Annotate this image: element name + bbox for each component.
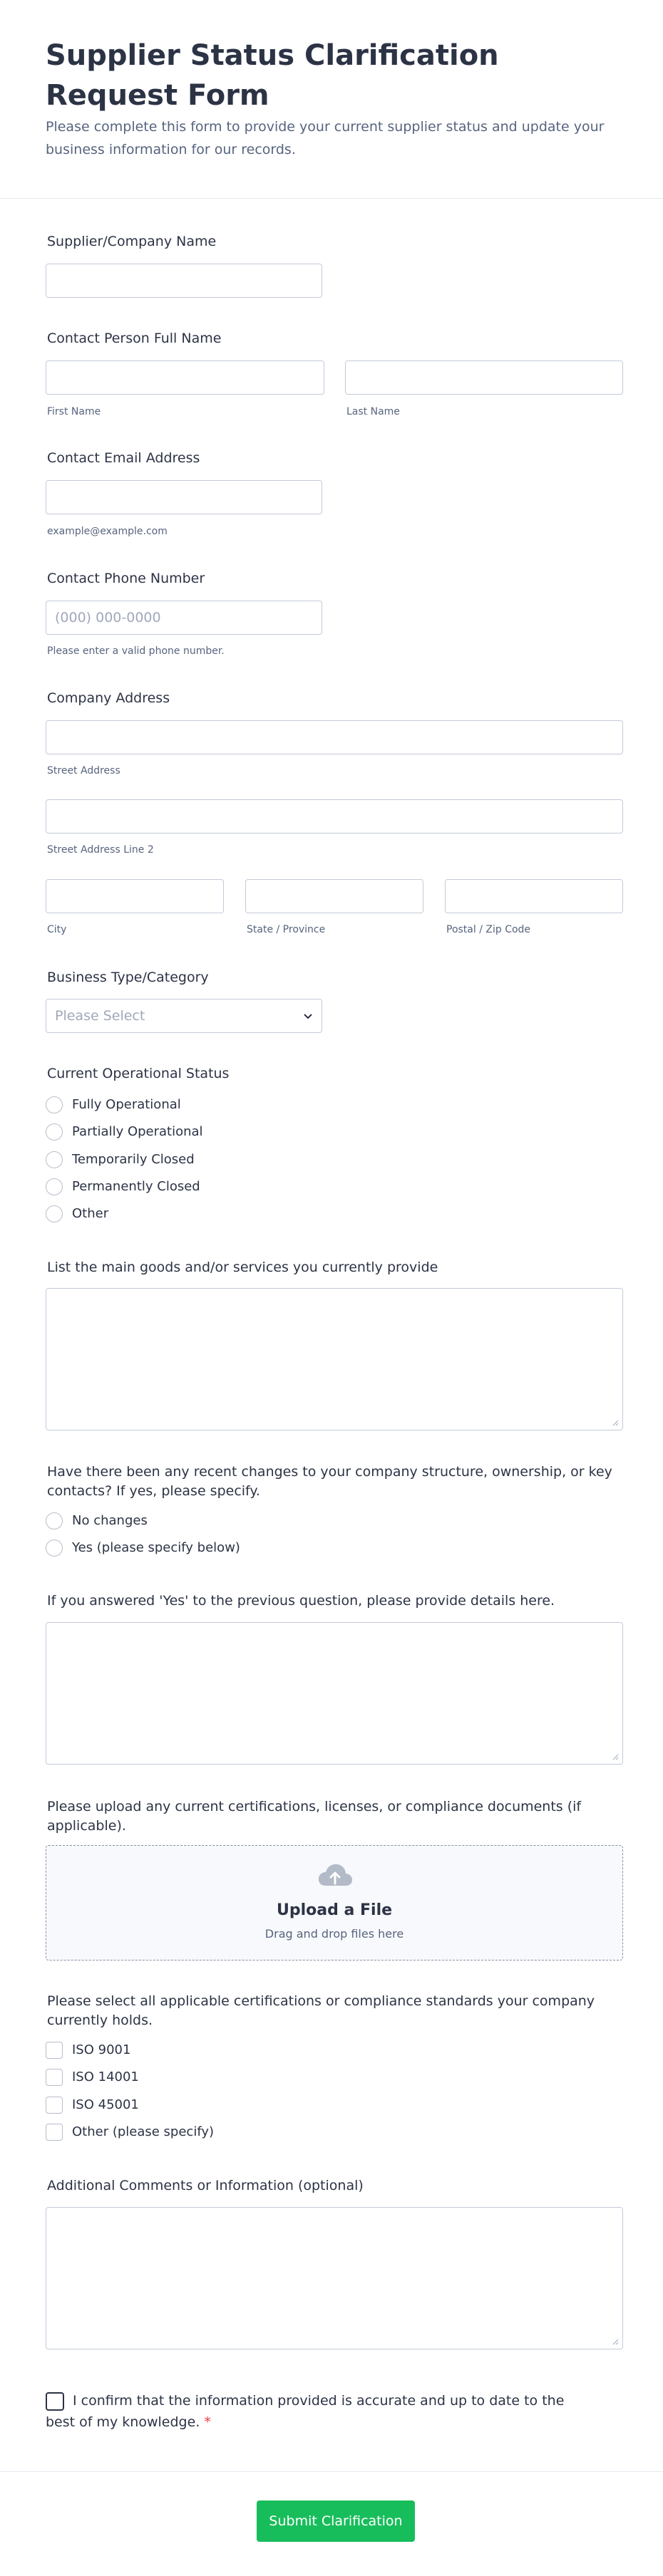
state-sublabel: State / Province — [247, 924, 326, 935]
radio-button[interactable] — [46, 1539, 63, 1557]
chevron-down-icon — [303, 1011, 313, 1021]
phone-sublabel: Please enter a valid phone number. — [47, 645, 225, 657]
radio-label: Fully Operational — [72, 1097, 181, 1112]
goods-services-label: List the main goods and/or services you currently provide — [47, 1260, 438, 1275]
radio-button[interactable] — [46, 1123, 63, 1141]
change-details-textarea[interactable] — [46, 1622, 623, 1765]
upload-title: Upload a File — [276, 1901, 393, 1919]
first-name-sublabel: First Name — [47, 406, 101, 417]
checkbox[interactable] — [46, 2124, 63, 2141]
checkbox-label: ISO 14001 — [72, 2069, 139, 2084]
zip-input[interactable] — [445, 879, 623, 913]
street-address-2-input[interactable] — [46, 799, 623, 833]
checkbox-label: ISO 9001 — [72, 2042, 131, 2057]
radio-label: Temporarily Closed — [72, 1152, 195, 1167]
file-upload-dropzone[interactable] — [46, 1845, 623, 1960]
street-address-sublabel: Street Address — [47, 765, 120, 777]
upload-label: Please upload any current certifications, licenses, or compliance documents (if applicable). — [47, 1799, 582, 1834]
radio-button[interactable] — [46, 1512, 63, 1530]
radio-label: Partially Operational — [72, 1124, 203, 1139]
zip-sublabel: Postal / Zip Code — [446, 924, 531, 935]
street-address-input[interactable] — [46, 720, 623, 754]
phone-input[interactable] — [46, 601, 322, 635]
checkbox-label: Other (please specify) — [72, 2124, 215, 2139]
certifications-label: Please select all applicable certifications or compliance standards your company currently holds. — [47, 1993, 595, 2028]
address-label: Company Address — [47, 690, 170, 706]
last-name-sublabel: Last Name — [346, 406, 400, 417]
form-title: Supplier Status Clarification Request Form — [46, 39, 499, 112]
business-type-selected: Please Select — [55, 1008, 145, 1024]
resize-grip-icon[interactable] — [612, 1419, 619, 1426]
form-subtitle: Please complete this form to provide your current supplier status and update your business information for our records. — [46, 119, 605, 157]
business-type-select[interactable] — [46, 999, 322, 1033]
submit-button[interactable]: Submit Clarification — [257, 2500, 415, 2542]
change-details-label: If you answered 'Yes' to the previous question, please provide details here. — [47, 1593, 555, 1609]
resize-grip-icon[interactable] — [612, 2338, 619, 2345]
city-sublabel: City — [47, 924, 67, 935]
last-name-input[interactable] — [345, 360, 623, 395]
confirm-text: I confirm that the information provided is accurate and up to date to the best of my knowledge. — [46, 2393, 565, 2430]
radio-label: No changes — [72, 1513, 148, 1528]
phone-label: Contact Phone Number — [47, 571, 205, 586]
operational-status-label: Current Operational Status — [47, 1066, 230, 1081]
radio-button[interactable] — [46, 1178, 63, 1195]
recent-changes-label: Have there been any recent changes to your company structure, ownership, or key contacts? If yes, please specify. — [47, 1464, 612, 1499]
checkbox[interactable] — [46, 2069, 63, 2086]
radio-button[interactable] — [46, 1151, 63, 1168]
comments-textarea[interactable] — [46, 2207, 623, 2349]
confirm-text-block — [46, 2390, 573, 2433]
checkbox[interactable] — [46, 2042, 63, 2059]
radio-label: Other — [72, 1206, 109, 1221]
checkbox-label: ISO 45001 — [72, 2097, 139, 2112]
email-label: Contact Email Address — [47, 450, 200, 466]
contact-name-label: Contact Person Full Name — [47, 331, 222, 346]
radio-label: Permanently Closed — [72, 1179, 200, 1194]
comments-label: Additional Comments or Information (optional) — [47, 2178, 364, 2193]
company-name-label: Supplier/Company Name — [47, 234, 217, 249]
radio-button[interactable] — [46, 1205, 63, 1222]
radio-button[interactable] — [46, 1096, 63, 1113]
footer-divider — [0, 2471, 663, 2472]
resize-grip-icon[interactable] — [612, 1753, 619, 1760]
required-mark: * — [204, 2414, 211, 2430]
radio-label: Yes (please specify below) — [72, 1540, 240, 1555]
cloud-upload-icon — [317, 1861, 354, 1889]
upload-subtitle: Drag and drop files here — [264, 1927, 404, 1941]
form-header — [0, 0, 663, 199]
state-input[interactable] — [245, 879, 423, 913]
email-input[interactable] — [46, 480, 322, 514]
email-sublabel: example@example.com — [47, 526, 168, 537]
goods-services-textarea[interactable] — [46, 1288, 623, 1430]
checkbox[interactable] — [46, 2097, 63, 2114]
first-name-input[interactable] — [46, 360, 324, 395]
street-address-2-sublabel: Street Address Line 2 — [47, 844, 154, 856]
business-type-label: Business Type/Category — [47, 970, 209, 985]
company-name-input[interactable] — [46, 264, 322, 298]
city-input[interactable] — [46, 879, 224, 913]
